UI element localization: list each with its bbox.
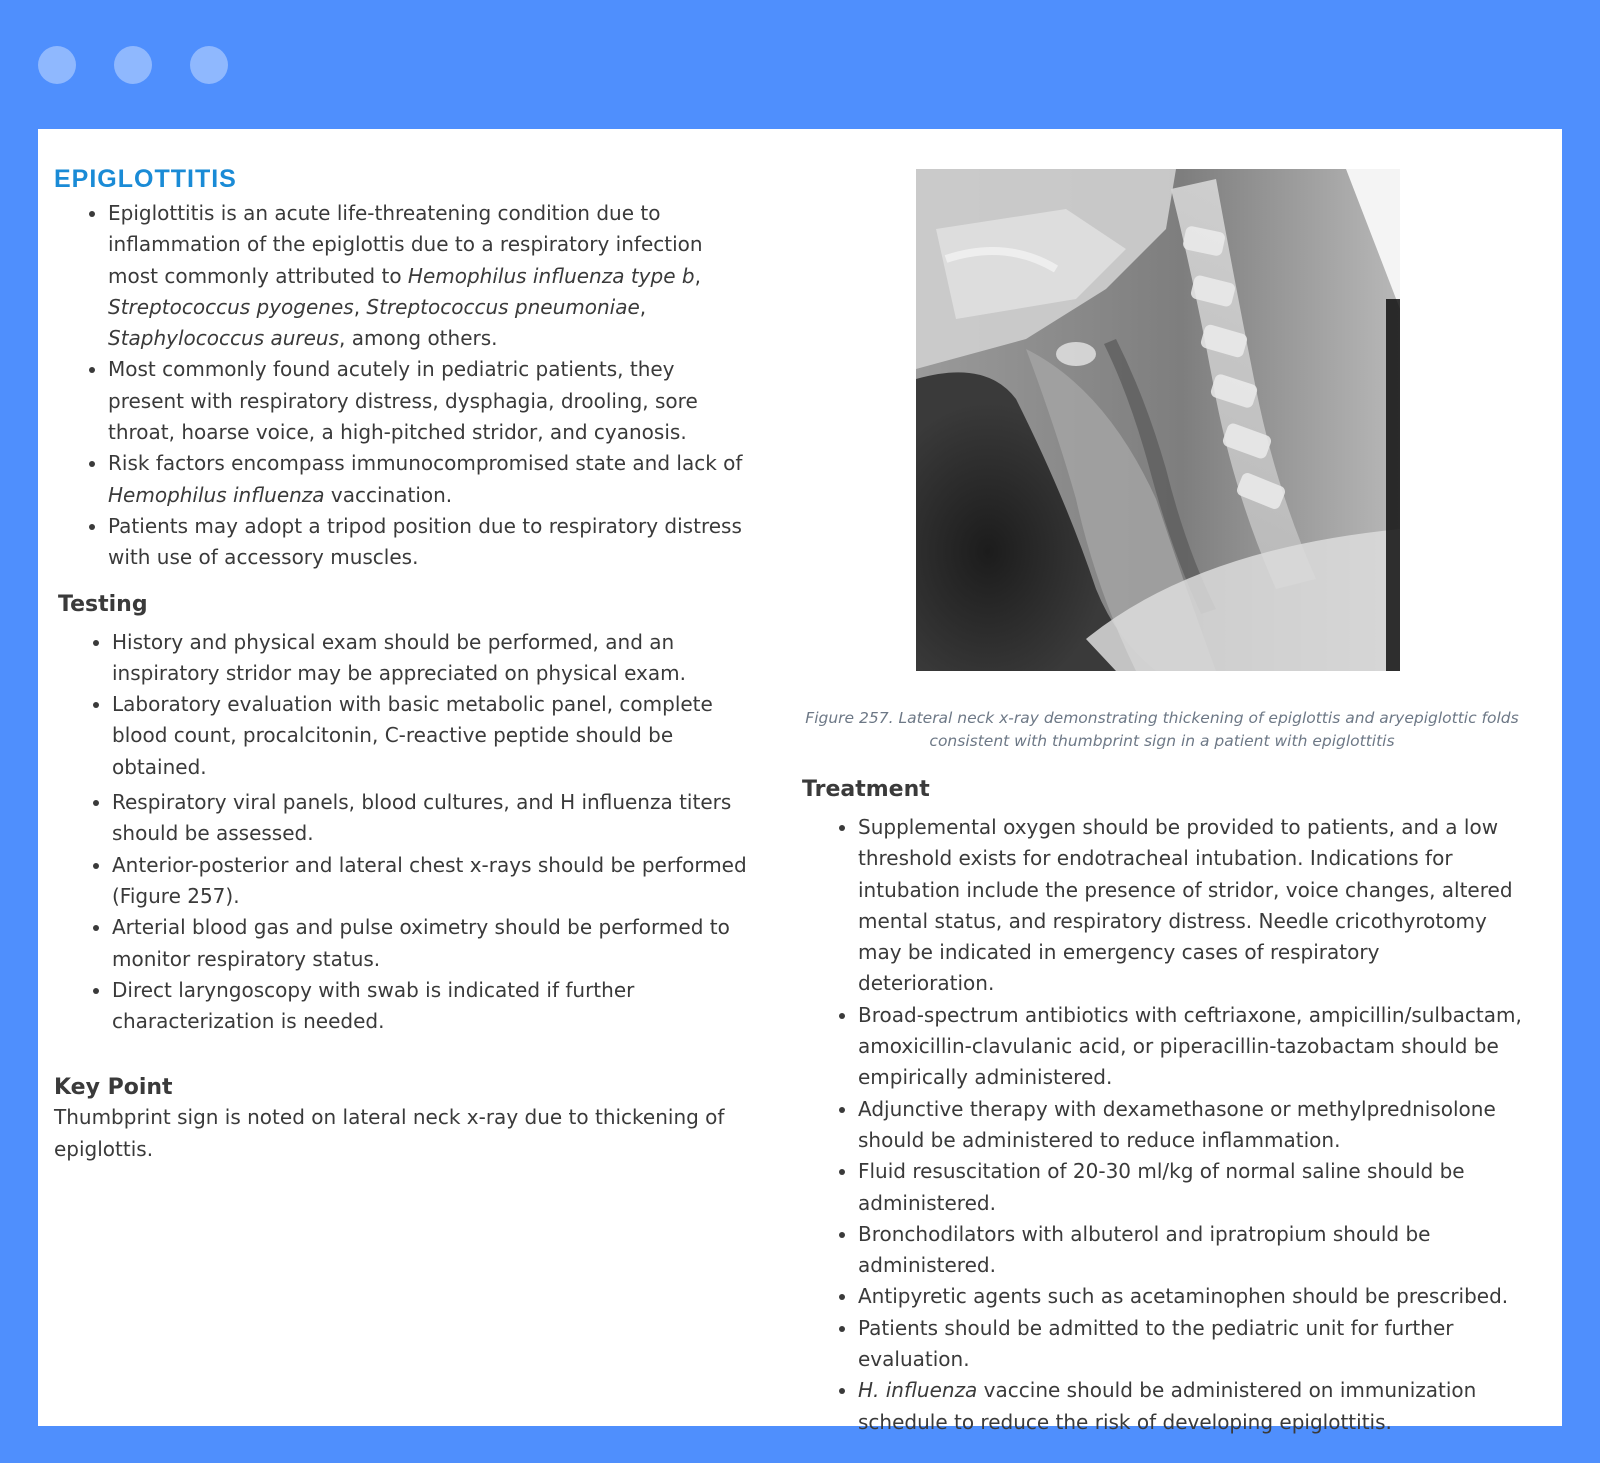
intro-list [54,198,754,574]
list-item: • Laboratory evaluation with basic metabolic panel, complete blood count, procalcitonin, C-reactive peptide should be obtained. [112,689,754,783]
window-control-dot[interactable] [38,46,76,84]
list-item-text: vaccine should be administered on immunization schedule to reduce the risk of developing epiglottitis. [858,1378,1477,1434]
list-item: • Anterior-posterior and lateral chest x-rays should be performed (Figure 257). [112,850,754,913]
list-item: • Arterial blood gas and pulse oximetry should be performed to monitor respiratory status. [112,912,754,975]
list-item [108,448,754,511]
organism-name: Hemophilus influenza [108,482,325,507]
list-item: • Broad-spectrum antibiotics with ceftriaxone, ampicillin/sulbactam, amoxicillin-clavulanic acid, or piperacillin-tazobactam should be empirically administered. [858,1000,1522,1094]
list-item: • Antipyretic agents such as acetaminophen should be prescribed. [858,1281,1522,1312]
window-control-dot[interactable] [114,46,152,84]
list-item-text: Epiglottitis is an acute life-threatening condition due to inflammation of the epiglottis due to a respiratory infection most commonly attributed to [108,201,703,288]
treatment-heading: Treatment [802,777,930,802]
key-point-text: Thumbprint sign is noted on lateral neck x-ray due to thickening of epiglottis. [54,1105,725,1161]
testing-heading: Testing [58,591,148,617]
right-column [802,169,1522,1438]
list-item: • Respiratory viral panels, blood cultures, and H influenza titers should be assessed. [112,787,754,850]
document-page [38,129,1562,1434]
list-item: • Patients should be admitted to the pediatric unit for further evaluation. [858,1313,1522,1376]
testing-list [54,627,754,1038]
list-item: • Direct laryngoscopy with swab is indicated if further characterization is needed. [112,975,754,1038]
organism-name: Hemophilus influenza type b [407,263,695,288]
list-item: • Most commonly found acutely in pediatric patients, they present with respiratory distress, dysphagia, drooling, sore throat, hoarse voice, a high-pitched stridor, and cyanosis. [108,354,754,448]
list-item-text: Risk factors encompass immunocompromised state and lack of [108,451,743,476]
list-item: • Adjunctive therapy with dexamethasone or methylprednisolone should be administered to reduce inflammation. [858,1094,1522,1157]
separator-text: , [639,294,647,319]
list-item [858,1375,1522,1438]
list-item-text: , among others. [339,326,498,351]
organism-name: Streptococcus pyogenes [108,294,354,319]
figure-caption: Figure 257. Lateral neck x-ray demonstrating thickening of epiglottis and aryepiglottic folds consistent with thumbprint sign in a patient with epiglottitis [805,709,1519,750]
list-item: • Bronchodilators with albuterol and ipratropium should be administered. [858,1219,1522,1282]
window-controls [38,46,228,84]
page-title: EPIGLOTTITIS [54,165,237,193]
list-item-text: vaccination. [324,482,453,507]
organism-name: Staphylococcus aureus [108,326,340,351]
left-column [54,165,754,1165]
separator-text: , [694,263,701,288]
organism-name: H. influenza [858,1378,978,1403]
treatment-list [802,812,1522,1438]
list-item [108,198,754,354]
list-item: • Fluid resuscitation of 20-30 ml/kg of normal saline should be administered. [858,1156,1522,1219]
separator-text: , [353,294,367,319]
organism-name: Streptococcus pneumoniae [366,294,640,319]
list-item: • Patients may adopt a tripod position due to respiratory distress with use of accessory muscles. [108,511,754,574]
key-point-heading: Key Point [54,1075,173,1101]
list-item: • Supplemental oxygen should be provided to patients, and a low threshold exists for endotracheal intubation. Indications for intubation include the presence of stridor, voice changes, altered mental status, and respiratory distress. Needle cricothyrotomy may be indicated in emergency cases of respiratory deterioration. [858,812,1522,1000]
list-item: • History and physical exam should be performed, and an inspiratory stridor may be appreciated on physical exam. [112,627,754,690]
xray-image [916,169,1400,671]
window-control-dot[interactable] [190,46,228,84]
